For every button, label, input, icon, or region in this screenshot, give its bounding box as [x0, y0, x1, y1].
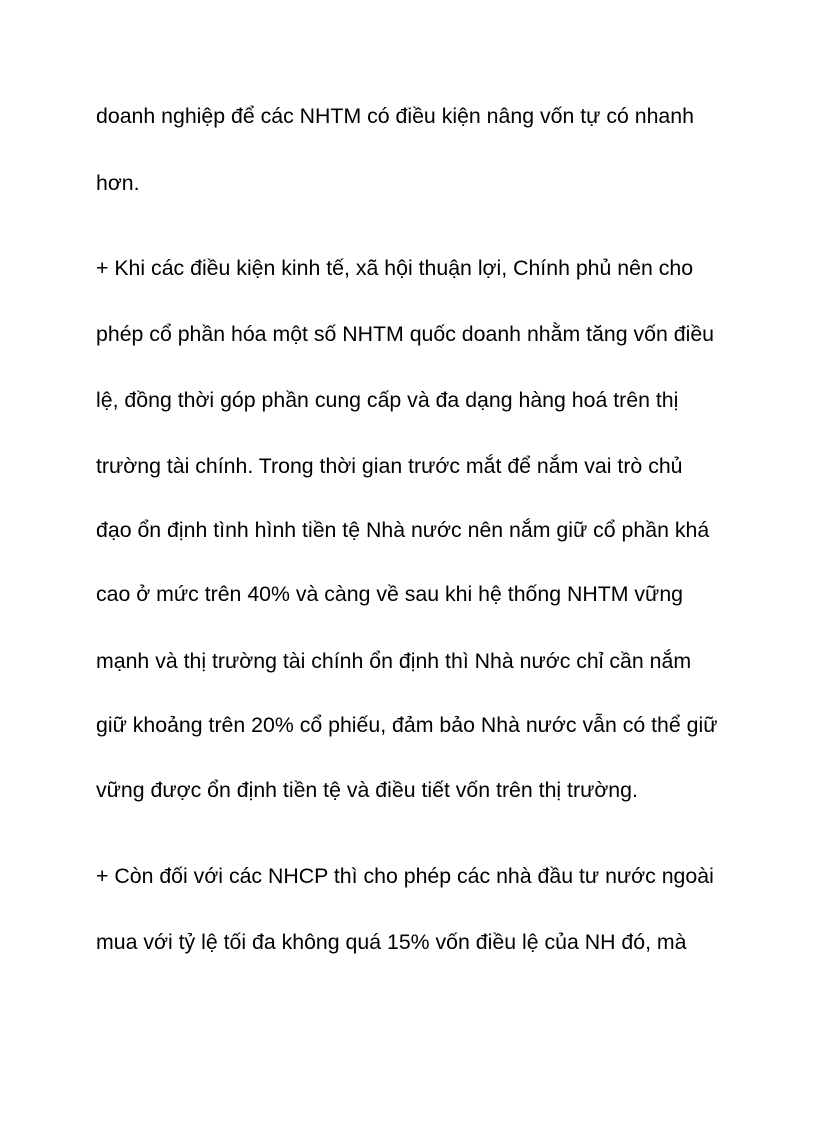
text-line: + Khi các điều kiện kinh tế, xã hội thuận lợi, Chính phủ nên cho — [96, 256, 694, 280]
text-line: phép cổ phần hóa một số NHTM quốc doanh nhằm tăng vốn điều — [96, 322, 715, 346]
text-line: doanh nghiệp để các NHTM có điều kiện nâng vốn tự có nhanh — [96, 104, 694, 128]
text-line: hơn. — [96, 171, 140, 195]
text-line: đạo ổn định tình hình tiền tệ Nhà nước nên nắm giữ cổ phần khá — [96, 518, 710, 542]
text-line: vững được ổn định tiền tệ và điều tiết vốn trên thị trường. — [96, 778, 638, 802]
text-line: + Còn đối với các NHCP thì cho phép các nhà đầu tư nước ngoài — [96, 864, 714, 888]
text-line: mạnh và thị trường tài chính ổn định thì Nhà nước chỉ cần nắm — [96, 649, 692, 673]
text-line: giữ khoảng trên 20% cổ phiếu, đảm bảo Nhà nước vẫn có thể giữ — [96, 713, 718, 737]
text-line: lệ, đồng thời góp phần cung cấp và đa dạng hàng hoá trên thị — [96, 388, 679, 412]
text-line: mua với tỷ lệ tối đa không quá 15% vốn điều lệ của NH đó, mà — [96, 930, 687, 954]
text-line: trường tài chính. Trong thời gian trước mắt để nắm vai trò chủ — [96, 454, 683, 478]
text-line: cao ở mức trên 40% và càng về sau khi hệ thống NHTM vững — [96, 582, 684, 606]
